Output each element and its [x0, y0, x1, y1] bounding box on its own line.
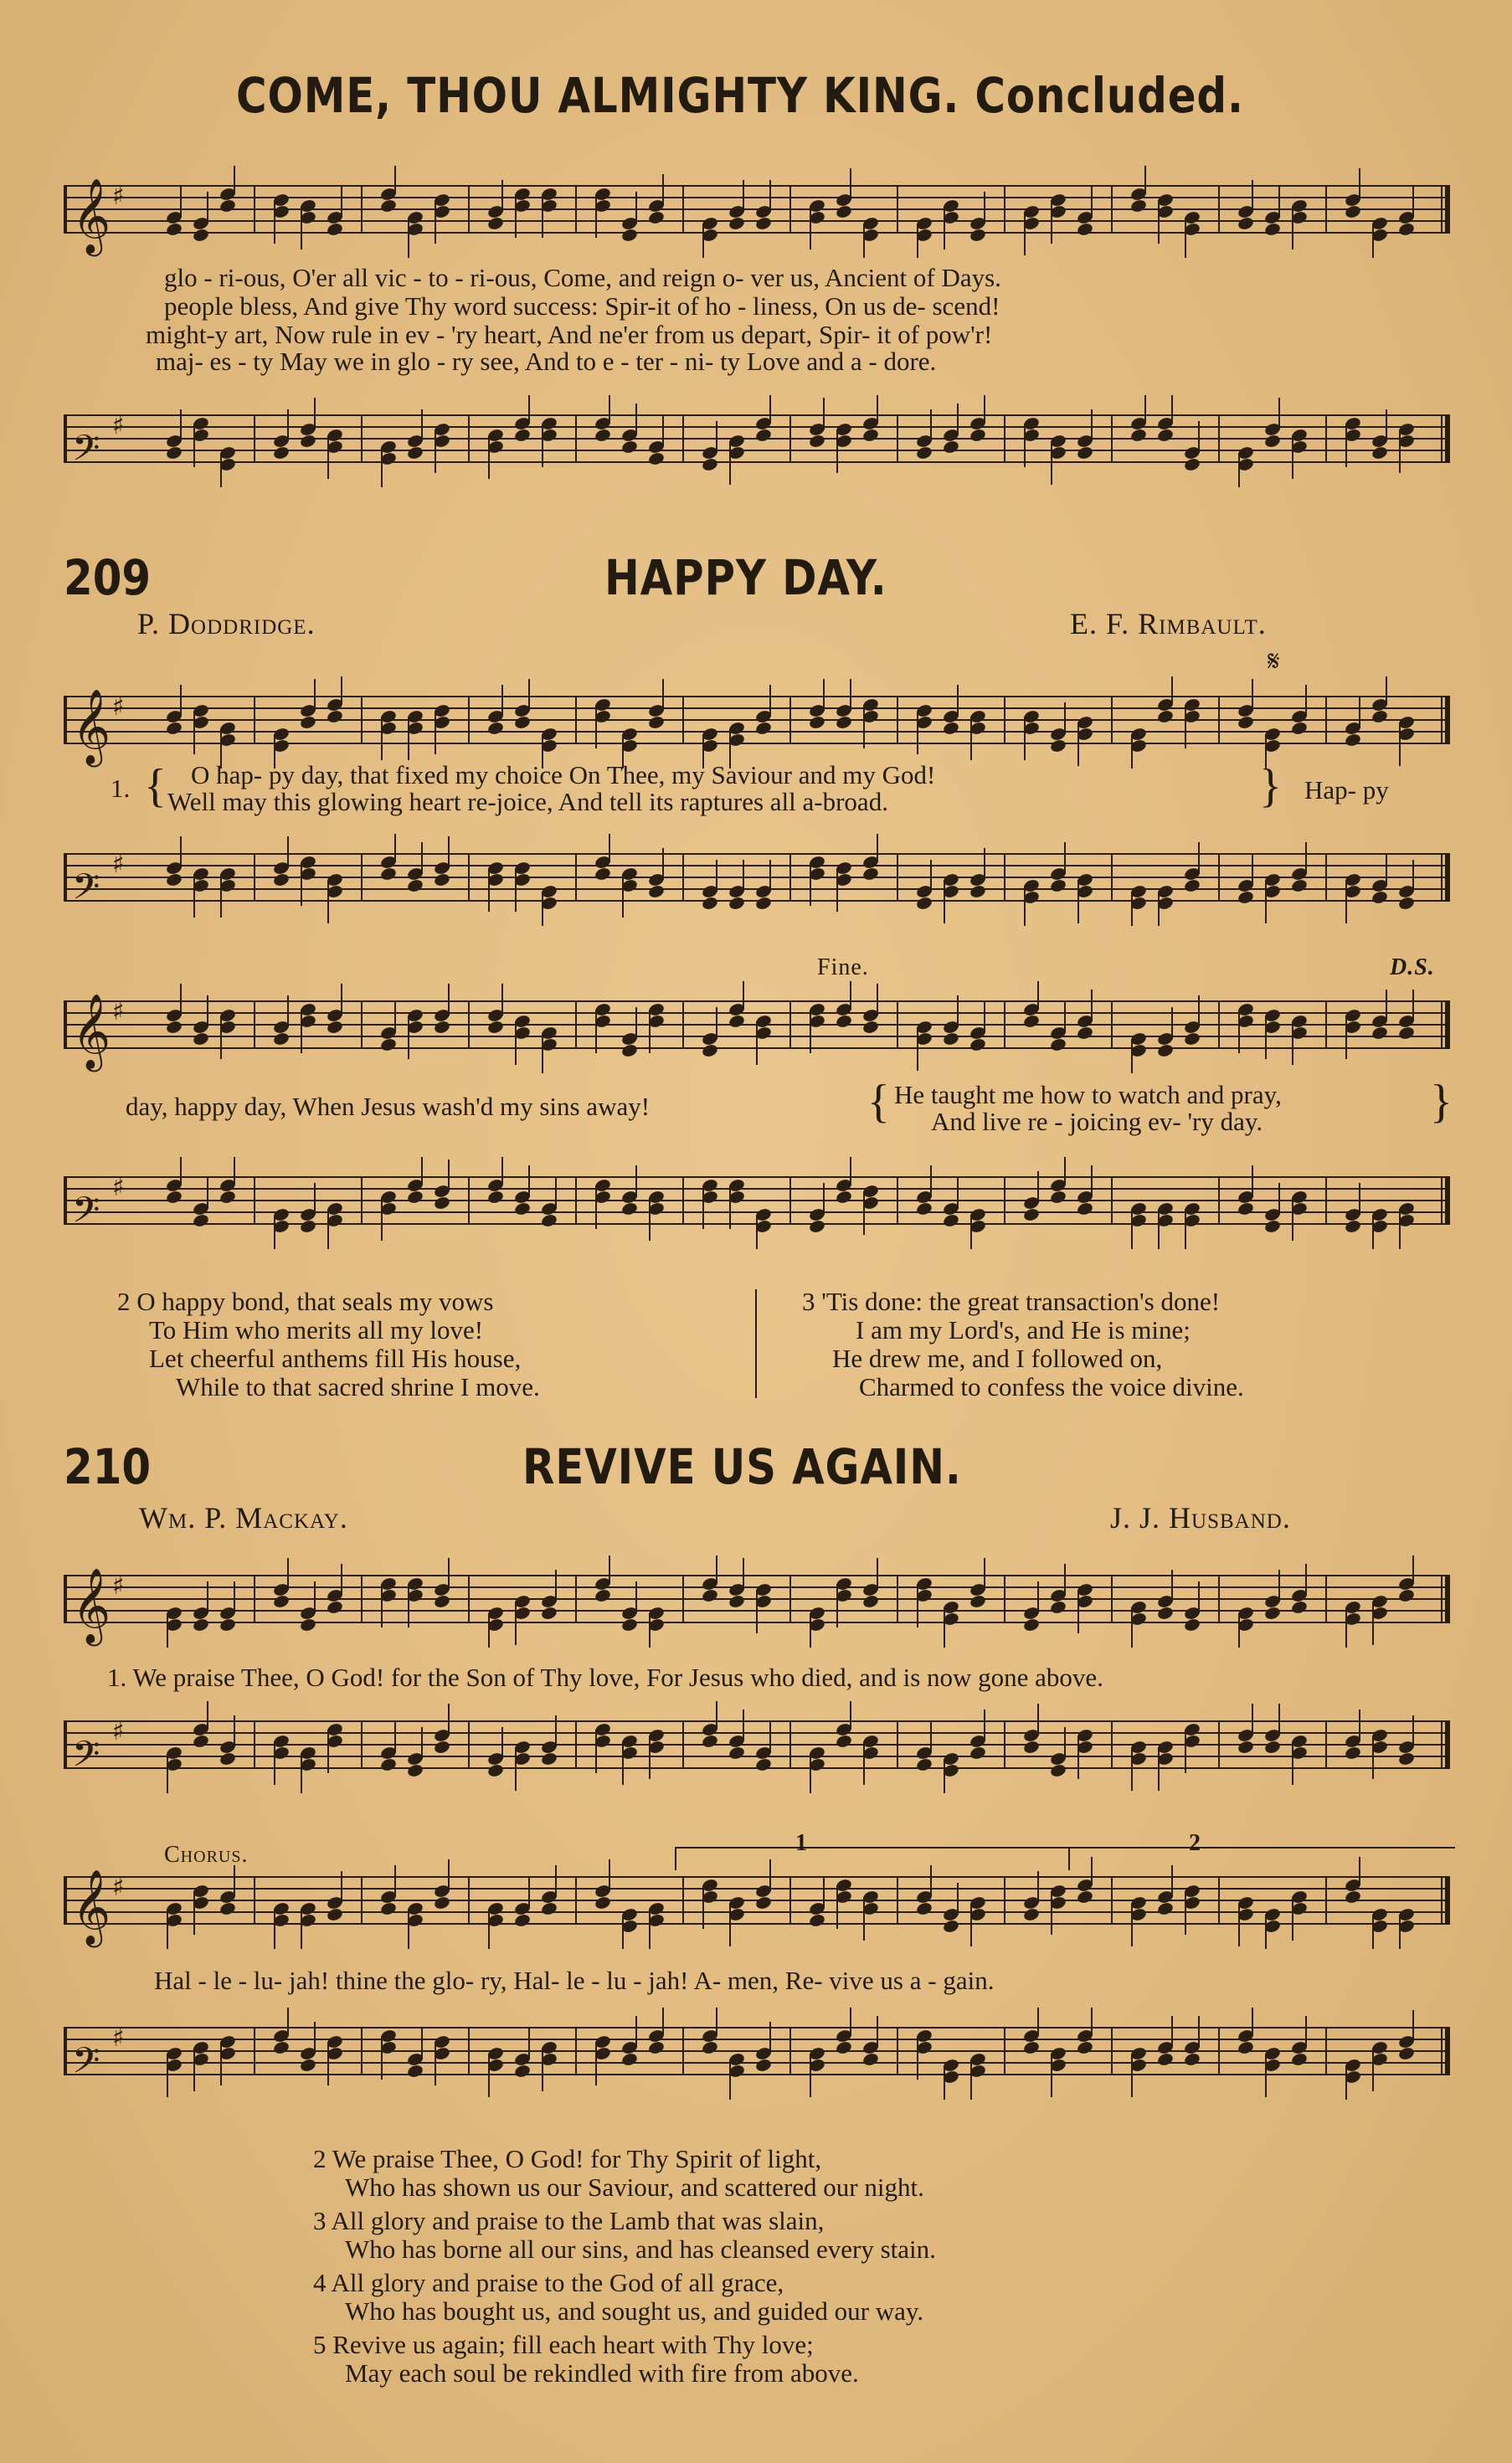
staff-drawing [64, 2008, 1450, 2100]
stanza-line: 5 Revive us again; fill each heart with Thy love; [313, 2330, 814, 2359]
stanza-line: May each soul be rekindled with fire from above. [345, 2358, 859, 2388]
svg-text:♯: ♯ [112, 411, 125, 440]
lyric-line: people bless, And give Thy word success: Spir-it of ho - liness, On us de- scend! [164, 291, 1000, 321]
staff-drawing [64, 676, 1450, 769]
composer-credit: J. J. Husband. [1110, 1501, 1291, 1535]
lyric-line: Hap- py [1304, 775, 1389, 805]
lyric-line: He taught me how to watch and pray, [894, 1080, 1282, 1109]
brace: { [867, 1076, 890, 1128]
music-staff-treble [64, 166, 1450, 258]
svg-text:♯: ♯ [112, 1173, 125, 1202]
stanza-line: Who has borne all our sins, and has cleansed every stain. [345, 2234, 936, 2264]
brace: } [1430, 1076, 1453, 1128]
stanza-line: Who has bought us, and sought us, and guided our way. [345, 2296, 924, 2326]
svg-text:𝄢: 𝄢 [72, 866, 100, 917]
music-staff-treble [64, 1857, 1450, 1949]
svg-text:𝄞: 𝄞 [72, 1568, 111, 1643]
staff-drawing [64, 981, 1450, 1073]
lyric-line: O hap- py day, that fixed my choice On Thee, my Saviour and my God! [191, 760, 936, 789]
svg-text:♯: ♯ [112, 2023, 125, 2053]
stanza-line: 3 All glory and praise to the Lamb that was slain, [313, 2206, 825, 2235]
hymn-title: COME, THOU ALMIGHTY KING. Concluded. [236, 67, 1244, 124]
staff-drawing [64, 1857, 1450, 1949]
brace: { [144, 760, 167, 812]
composer-credit: E. F. Rimbault. [1070, 607, 1267, 640]
svg-text:𝄞: 𝄞 [72, 689, 111, 764]
svg-text:♯: ♯ [112, 1873, 125, 1902]
fine-marking: Fine. [817, 954, 869, 980]
lyric-line: Hal - le - lu- jah! thine the glo- ry, Hal- le - lu - jah! A- men, Re- vive us a - gain. [154, 1966, 995, 1995]
hymn-number: 210 [64, 1438, 152, 1495]
svg-text:𝄢: 𝄢 [72, 2040, 100, 2090]
stanza-line: He drew me, and I followed on, [832, 1344, 1163, 1373]
first-ending-number: 1 [795, 1830, 808, 1856]
music-staff-treble [64, 1555, 1450, 1648]
music-staff-bass [64, 1701, 1450, 1793]
staff-drawing [64, 834, 1450, 926]
svg-text:𝄞: 𝄞 [72, 178, 111, 254]
music-staff-treble [64, 676, 1450, 769]
column-divider [755, 1289, 757, 1398]
author-credit: P. Doddridge. [137, 607, 316, 640]
lyric-line: 1. We praise Thee, O God! for the Son of Thy love, For Jesus who died, and is now gone above. [107, 1663, 1103, 1692]
lyric-line: might-y art, Now rule in ev - 'ry heart, And ne'er from us depart, Spir- it of pow'r! [146, 320, 993, 349]
stanzas-list [313, 2145, 936, 2388]
stanza-line: To Him who merits all my love! [149, 1315, 484, 1345]
segno-mark: 𝄋 [1268, 646, 1281, 677]
svg-text:𝄢: 𝄢 [72, 428, 100, 478]
svg-text:♯: ♯ [112, 1571, 125, 1601]
svg-text:𝄞: 𝄞 [72, 994, 111, 1069]
stanza-3 [802, 1288, 1244, 1401]
stanza-2 [117, 1288, 540, 1401]
music-staff-bass [64, 834, 1450, 926]
lyric-line: glo - ri-ous, O'er all vic - to - ri-ous, Come, and reign o- ver us, Ancient of Days. [164, 263, 1001, 292]
stanza-line: Charmed to confess the voice divine. [859, 1372, 1244, 1401]
author-credit: Wm. P. Mackay. [139, 1501, 348, 1535]
ds-marking: D.S. [1390, 954, 1435, 980]
stanza-line: 2 We praise Thee, O God! for Thy Spirit of light, [313, 2144, 822, 2173]
hymn-number: 209 [64, 549, 152, 606]
music-staff-treble [64, 981, 1450, 1073]
stanza-line: 3 'Tis done: the great transaction's done! [802, 1287, 1221, 1316]
svg-text:𝄞: 𝄞 [72, 1869, 111, 1945]
staff-drawing [64, 395, 1450, 487]
stanza-line: 2 O happy bond, that seals my vows [117, 1287, 494, 1316]
staff-drawing [64, 1701, 1450, 1793]
svg-text:♯: ♯ [112, 182, 125, 211]
lyric-line: maj- es - ty May we in glo - ry see, And to e - ter - ni- ty Love and a - dore. [156, 347, 937, 376]
music-staff-bass [64, 395, 1450, 487]
lyric-line: Well may this glowing heart re-joice, And tell its raptures all a-broad. [167, 787, 888, 816]
stanza-line: While to that sacred shrine I move. [176, 1372, 540, 1401]
staff-drawing [64, 1555, 1450, 1648]
hymn-title: HAPPY DAY. [604, 549, 887, 606]
stanza-line: Let cheerful anthems fill His house, [149, 1344, 522, 1373]
svg-text:♯: ♯ [112, 692, 125, 722]
brace: } [1259, 760, 1282, 812]
verse-number: 1. [111, 774, 131, 803]
music-staff-bass [64, 2008, 1450, 2100]
svg-text:♯: ♯ [112, 997, 125, 1026]
svg-text:♯: ♯ [112, 850, 125, 879]
svg-text:♯: ♯ [112, 1717, 125, 1746]
second-ending-number: 2 [1189, 1830, 1201, 1856]
chorus-label: Chorus. [164, 1842, 249, 1868]
music-staff-bass [64, 1157, 1450, 1249]
svg-text:𝄢: 𝄢 [72, 1734, 100, 1784]
stanza-line: Who has shown us our Saviour, and scattered our night. [345, 2172, 924, 2202]
hymn-title: REVIVE US AGAIN. [522, 1438, 962, 1495]
stanza-line: I am my Lord's, and He is mine; [856, 1315, 1191, 1345]
lyric-line: day, happy day, When Jesus wash'd my sins away! [126, 1092, 651, 1121]
staff-drawing [64, 166, 1450, 258]
staff-drawing [64, 1157, 1450, 1249]
stanza-line: 4 All glory and praise to the God of all grace, [313, 2268, 784, 2297]
svg-text:𝄢: 𝄢 [72, 1190, 100, 1240]
lyric-line: And live re - joicing ev- 'ry day. [931, 1107, 1263, 1136]
